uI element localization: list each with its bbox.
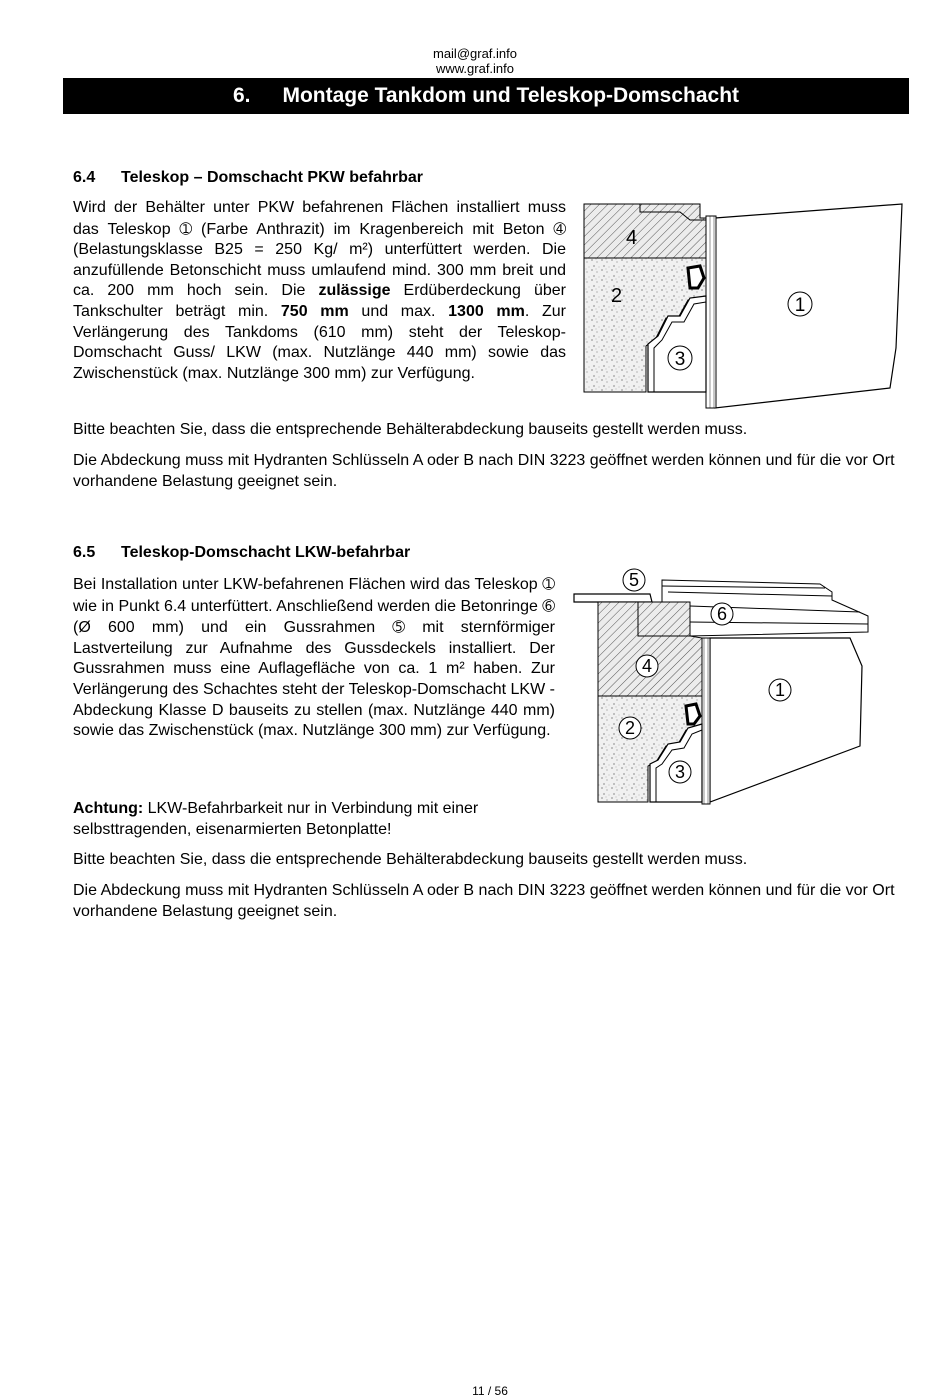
body-text: Erdüberdeckung über Tankschulter beträgt min. (73, 282, 567, 320)
chapter-number: 6. (232, 84, 251, 107)
fig2-label-4: 4 (641, 656, 653, 676)
section-6-5-number: 6.5 (73, 544, 96, 561)
bold-text: zulässige (318, 282, 391, 300)
seal-icon (688, 266, 704, 288)
fig1-label-4: 4 (626, 227, 638, 249)
section-6-4-note: Bitte beachten Sie, dass die entsprechende Behälterabdeckung bauseits gestellt werden muss. (73, 421, 748, 438)
header-email: mail@graf.info (432, 46, 517, 61)
attention-text: LKW-Befahrbarkeit nur in Verbindung mit einer selbsttragenden, eisenarmierten Betonplatte! (73, 800, 479, 838)
tank-wall (706, 216, 716, 408)
section-6-5-attention (73, 799, 553, 840)
concrete-rings (662, 580, 868, 636)
section-6-4-cover-text: Die Abdeckung muss mit Hydranten Schlüsseln A oder B nach DIN 3223 geöffnet werden können und für die vor Ort vorhandene Belastung geeignet sein. (73, 452, 895, 490)
circled-ref-6: ➅ (542, 596, 555, 615)
fig2-label-2: 2 (624, 718, 636, 738)
fig2-label-5: 5 (628, 570, 640, 590)
chapter-heading (63, 78, 909, 114)
body-text: (Ø 600 mm) und ein Gussrahmen (73, 619, 393, 637)
tank-body (710, 638, 862, 802)
body-text: mit sternförmiger Lastverteilung zur Aufnahme des Gussdeckels installiert. Der Gussrahmen muss eine Auflagefläche von ca. 1 m² haben. Zur Verlängerung des Schachtes steht der Teleskop-Domschacht LKW - Abdeckung Klasse D bauseits zu stellen (max. Nutzlänge 440 mm) sowie das Zwischenstück (max. Nutzlänge 300 mm) zur Verfügung. (73, 619, 555, 740)
bold-text: 1300 mm (448, 302, 525, 320)
circled-ref-4: ➃ (553, 219, 567, 238)
body-text: und max. (348, 302, 449, 320)
body-text: wie in Punkt 6.4 unterfüttert. Anschließend werden die Betonringe (73, 597, 543, 615)
section-6-4-body (73, 198, 566, 384)
fig2-label-6: 6 (716, 604, 728, 624)
tank-wall (702, 638, 710, 804)
fig1-label-2: 2 (611, 285, 623, 307)
concrete-load-slab (598, 602, 702, 696)
body-text: (Belastungsklasse B25 = 250 Kg/ m²) unterfüttert werden. Die anzufüllende Betonschicht muss umlaufend mind. 300 mm breit und ca. 200 mm hoch sein. Die (73, 241, 566, 300)
section-6-4-title: Teleskop – Domschacht PKW befahrbar (121, 169, 423, 186)
section-6-4-number: 6.4 (73, 169, 96, 186)
body-text: (Farbe Anthrazit) im Kragenbereich mit Beton (192, 220, 554, 238)
section-6-5-title: Teleskop-Domschacht LKW-befahrbar (121, 544, 411, 561)
cast-frame (574, 594, 652, 602)
fig2-label-1: 1 (774, 680, 786, 700)
circled-ref-5: ➄ (392, 618, 405, 637)
seal-icon (686, 704, 700, 724)
fig2-label-3: 3 (674, 762, 686, 782)
figure-pkw-dome-section (580, 198, 910, 410)
section-6-5-note: Bitte beachten Sie, dass die entsprechende Behälterabdeckung bauseits gestellt werden muss. (73, 851, 748, 868)
fig1-label-1: 1 (794, 295, 806, 316)
body-text: Bei Installation unter LKW-befahrenen Flächen wird das Teleskop (73, 576, 543, 593)
fig1-label-3: 3 (674, 349, 686, 370)
figure-lkw-dome-section (570, 566, 900, 806)
bold-text: 750 mm (280, 302, 349, 320)
section-6-4-heading (73, 168, 423, 188)
section-6-5-body (73, 574, 555, 742)
chapter-title: Montage Tankdom und Teleskop-Domschacht (282, 84, 740, 107)
circled-ref-1: ➀ (542, 575, 555, 593)
page-number: 11 / 56 (472, 1384, 508, 1398)
section-6-5-cover-text: Die Abdeckung muss mit Hydranten Schlüsseln A oder B nach DIN 3223 geöffnet werden können und für die vor Ort vorhandene Belastung geeignet sein. (73, 882, 895, 920)
header-website: www.graf.info (435, 61, 515, 76)
circled-ref-1: ➀ (179, 219, 193, 238)
body-text: Wird der Behälter unter PKW befahrenen Flächen installiert muss das Teleskop (73, 199, 566, 238)
attention-label: Achtung: (73, 800, 144, 817)
body-text: . Zur Verlängerung des Tankdoms (610 mm) steht der Teleskop-Domschacht Guss/ LKW (max. Nutzlänge 440 mm) sowie das Zwischenstück (max. Nutzlänge 300 mm) zur Verfügung. (73, 302, 566, 382)
section-6-5-heading (73, 543, 410, 563)
